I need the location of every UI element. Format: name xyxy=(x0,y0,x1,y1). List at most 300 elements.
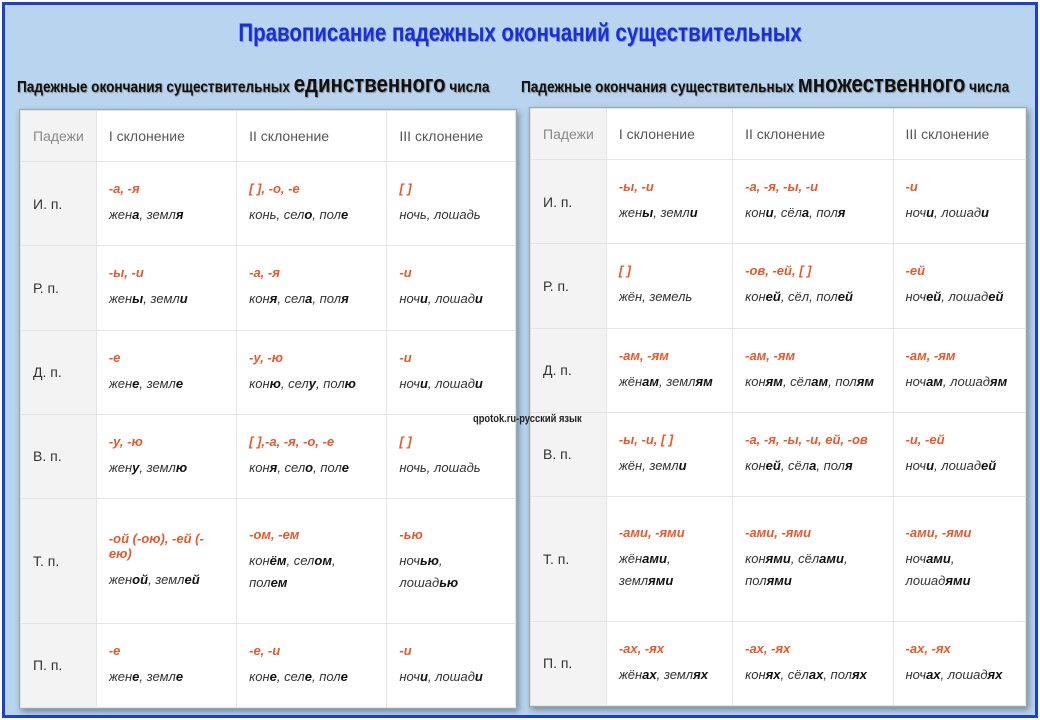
ending-text: -ами, -ями xyxy=(905,525,972,541)
word-stem: , земл xyxy=(618,551,671,589)
word-stem: ноч xyxy=(905,551,927,567)
highlighted-ending: ам xyxy=(811,373,829,389)
table-row xyxy=(21,414,516,498)
ending-cell xyxy=(893,244,1025,328)
highlighted-ending: ах xyxy=(808,666,824,682)
singular-heading xyxy=(17,71,573,99)
highlighted-ending: ями xyxy=(765,551,791,567)
word-stem: ноч xyxy=(399,291,420,307)
ending-cell xyxy=(387,330,516,414)
word-stem: ноч xyxy=(399,375,420,391)
ending-cell xyxy=(893,497,1025,622)
ending-cell xyxy=(606,497,732,622)
word-stem: , земл xyxy=(653,205,690,221)
word-stem: , сел xyxy=(277,459,306,475)
word-stem: , сел xyxy=(286,553,315,569)
word-stem: жён, земл xyxy=(618,457,679,473)
example-words xyxy=(249,550,374,594)
highlighted-ending: ей xyxy=(765,289,781,305)
header-decl-3: III склонение xyxy=(893,109,1025,160)
watermark: qpotok.ru-русский язык xyxy=(473,413,582,425)
header-decl-2: II склонение xyxy=(733,109,893,160)
ending-text: -а, -я xyxy=(249,265,280,281)
example-words xyxy=(619,202,720,224)
ending-cell xyxy=(606,621,732,705)
word-stem: кон xyxy=(745,666,766,682)
example-words xyxy=(249,373,374,395)
ending-cell xyxy=(237,246,387,330)
word-stem: , лошад xyxy=(427,375,475,391)
table-row xyxy=(531,328,1026,412)
ending-cell xyxy=(893,328,1025,412)
highlighted-ending: ам xyxy=(642,373,660,389)
example-words xyxy=(906,548,1013,592)
highlighted-ending: ах xyxy=(642,666,657,682)
ending-text: [ ],-а, -я, -о, -е xyxy=(249,433,335,449)
word-stem: жен xyxy=(108,291,133,307)
highlighted-ending: ью xyxy=(439,575,459,591)
word-stem: жен xyxy=(108,207,133,223)
word-stem: жён xyxy=(618,373,643,389)
word-stem: , земл xyxy=(656,666,694,682)
ending-text: -а, -я, -ы, -и xyxy=(745,179,819,195)
highlighted-ending: я xyxy=(837,205,846,221)
example-words xyxy=(399,550,503,594)
example-words xyxy=(619,371,720,393)
highlighted-ending: и xyxy=(981,205,989,221)
highlighted-ending: ей xyxy=(988,289,1004,305)
example-words xyxy=(109,666,224,688)
ending-text: -а, -я, -ы, -и, ей, -ов xyxy=(745,431,868,447)
word-stem: кон xyxy=(249,668,270,684)
highlighted-ending: и xyxy=(179,291,188,307)
highlighted-ending: я xyxy=(175,207,184,223)
ending-cell xyxy=(387,499,516,624)
example-words xyxy=(745,286,880,308)
ending-cell xyxy=(606,412,732,496)
word-stem: , пол xyxy=(312,207,341,223)
example-words xyxy=(399,457,503,479)
highlighted-ending: ям xyxy=(695,373,713,389)
word-stem: , сел xyxy=(277,291,306,307)
highlighted-ending: ём xyxy=(269,553,287,569)
ending-cell xyxy=(237,162,387,246)
ending-text: -ами, -ями xyxy=(745,525,812,541)
example-words xyxy=(399,204,503,226)
example-words xyxy=(619,548,720,592)
highlighted-ending: ом xyxy=(314,553,332,569)
highlighted-ending: ями xyxy=(766,573,792,589)
word-stem: , сел xyxy=(280,375,309,391)
highlighted-ending: я xyxy=(845,457,853,473)
case-label: И. п. xyxy=(21,162,97,246)
ending-text: -ой (-ою), -ей (-ею) xyxy=(108,530,204,561)
highlighted-ending: ях xyxy=(851,666,867,682)
highlighted-ending: ам xyxy=(926,373,943,389)
ending-cell xyxy=(893,160,1025,244)
plural-table xyxy=(529,107,1027,707)
highlighted-ending: о xyxy=(305,459,314,475)
word-stem: , земл xyxy=(659,373,696,389)
highlighted-ending: ям xyxy=(765,373,783,389)
highlighted-ending: и xyxy=(689,205,698,221)
highlighted-ending: ей xyxy=(981,457,997,473)
ending-cell xyxy=(96,330,236,414)
ending-cell xyxy=(733,621,893,705)
word-stem: , земл xyxy=(139,375,176,391)
word-stem: , лошад xyxy=(942,373,990,389)
ending-text: -и, -ей xyxy=(905,431,945,447)
table-header-row xyxy=(21,111,516,162)
word-stem: , пол xyxy=(313,459,342,475)
example-words xyxy=(619,286,720,308)
table-row xyxy=(531,244,1026,328)
example-words xyxy=(906,664,1013,686)
highlighted-ending: ю xyxy=(175,459,188,475)
ending-text: -а, -я xyxy=(108,181,140,197)
ending-cell xyxy=(387,414,516,498)
singular-heading-prefix: Падежные окончания существительных xyxy=(17,79,290,96)
highlighted-ending: я xyxy=(269,291,278,307)
ending-cell xyxy=(733,244,893,328)
example-words xyxy=(745,371,880,393)
ending-text: -е xyxy=(108,349,121,365)
highlighted-ending: и xyxy=(419,668,428,684)
ending-text: -ы, -и xyxy=(108,265,144,281)
singular-table xyxy=(19,109,517,709)
page-frame xyxy=(2,2,1038,718)
highlighted-ending: ью xyxy=(419,553,439,569)
example-words xyxy=(399,288,503,310)
word-stem: кон xyxy=(745,373,766,389)
ending-cell xyxy=(733,497,893,622)
highlighted-ending: ю xyxy=(269,375,281,391)
word-stem: , земл xyxy=(148,571,185,587)
case-label: Р. п. xyxy=(21,246,97,330)
word-stem: конь, сел xyxy=(249,207,305,223)
case-label: Р. п. xyxy=(531,244,607,328)
highlighted-ending: ях xyxy=(765,666,781,682)
highlighted-ending: ем xyxy=(270,575,288,591)
highlighted-ending: у xyxy=(308,375,316,391)
highlighted-ending: а xyxy=(305,291,313,307)
example-words xyxy=(109,457,224,479)
word-stem: , пол xyxy=(249,553,336,591)
word-stem: , земл xyxy=(139,207,176,223)
highlighted-ending: ах xyxy=(926,666,941,682)
highlighted-ending: и xyxy=(926,205,935,221)
highlighted-ending: ю xyxy=(344,375,356,391)
word-stem: , лошад xyxy=(905,551,955,589)
header-decl-3: III склонение xyxy=(387,111,516,162)
word-stem: ноч xyxy=(905,373,927,389)
ending-text: [ ] xyxy=(618,263,632,279)
ending-cell xyxy=(733,328,893,412)
highlighted-ending: ей xyxy=(184,571,200,587)
word-stem: , пол xyxy=(828,373,857,389)
highlighted-ending: и xyxy=(474,375,483,391)
highlighted-ending: и xyxy=(419,375,428,391)
ending-cell xyxy=(96,623,236,707)
word-stem: жён, земель xyxy=(618,289,693,305)
ending-cell xyxy=(387,623,516,707)
word-stem: кон xyxy=(249,375,270,391)
ending-cell xyxy=(237,623,387,707)
header-cases: Падежи xyxy=(531,109,607,160)
example-words xyxy=(249,666,374,688)
word-stem: ноч xyxy=(399,668,420,684)
word-stem: кон xyxy=(249,291,270,307)
highlighted-ending: е xyxy=(132,668,140,684)
word-stem: , пол xyxy=(816,457,846,473)
ending-cell xyxy=(893,621,1025,705)
word-stem: ноч xyxy=(905,666,927,682)
word-stem: кон xyxy=(745,205,766,221)
highlighted-ending: а xyxy=(132,207,140,223)
word-stem: , сел xyxy=(276,668,305,684)
example-words xyxy=(399,666,503,688)
word-stem: , лошад xyxy=(934,457,982,473)
word-stem: жен xyxy=(108,375,133,391)
example-words xyxy=(745,202,880,224)
singular-endings-table xyxy=(20,110,516,708)
example-words xyxy=(109,569,224,591)
ending-cell xyxy=(893,412,1025,496)
ending-text: -и xyxy=(399,349,412,365)
ending-text: -ам, -ям xyxy=(905,347,956,363)
example-words xyxy=(109,373,224,395)
word-stem: , лошад xyxy=(934,205,982,221)
ending-cell xyxy=(237,330,387,414)
ending-cell xyxy=(387,162,516,246)
word-stem: , сёл xyxy=(780,457,810,473)
highlighted-ending: ях xyxy=(987,666,1003,682)
highlighted-ending: ами xyxy=(819,551,844,567)
plural-heading-prefix: Падежные окончания существительных xyxy=(521,79,794,96)
highlighted-ending: и xyxy=(474,291,483,307)
ending-text: [ ], -о, -е xyxy=(249,181,300,197)
example-words xyxy=(249,204,374,226)
word-stem: кон xyxy=(745,289,766,305)
word-stem: , пол xyxy=(316,375,345,391)
plural-heading-suffix: числа xyxy=(969,79,1010,96)
case-label: П. п. xyxy=(21,623,97,707)
word-stem: , земл xyxy=(143,291,180,307)
highlighted-ending: ей xyxy=(926,289,942,305)
ending-cell xyxy=(606,244,732,328)
word-stem: , сёл xyxy=(773,205,802,221)
word-stem: , пол xyxy=(823,666,852,682)
word-stem: , сёл xyxy=(780,666,809,682)
ending-cell xyxy=(387,246,516,330)
example-words xyxy=(745,455,880,477)
word-stem: , лошад xyxy=(427,668,475,684)
word-stem: жён xyxy=(618,551,643,567)
example-words xyxy=(906,202,1013,224)
word-stem: ноч xyxy=(399,553,420,569)
ending-text: -ью xyxy=(399,527,423,543)
ending-cell xyxy=(96,246,236,330)
ending-text: -ов, -ей, [ ] xyxy=(745,263,812,279)
case-label: Т. п. xyxy=(21,499,97,624)
word-stem: , сёл xyxy=(782,373,812,389)
highlighted-ending: и xyxy=(474,668,483,684)
highlighted-ending: и xyxy=(678,457,687,473)
table-row xyxy=(531,160,1026,244)
example-words xyxy=(399,373,503,395)
ending-text: -у, -ю xyxy=(108,433,143,449)
word-stem: , лошад xyxy=(940,666,988,682)
highlighted-ending: е xyxy=(304,668,312,684)
word-stem: , сёл xyxy=(790,551,820,567)
word-stem: ноч xyxy=(905,205,927,221)
example-words xyxy=(906,286,1013,308)
highlighted-ending: и xyxy=(419,291,428,307)
example-words xyxy=(906,371,1013,393)
case-label: Т. п. xyxy=(531,497,607,622)
highlighted-ending: ей xyxy=(837,289,853,305)
highlighted-ending: ами xyxy=(642,551,667,567)
highlighted-ending: я xyxy=(269,459,278,475)
highlighted-ending: я xyxy=(341,291,349,307)
word-stem: ноч xyxy=(905,457,927,473)
highlighted-ending: е xyxy=(340,207,349,223)
word-stem: ноч xyxy=(905,289,927,305)
ending-text: -у, -ю xyxy=(249,349,283,365)
example-words xyxy=(619,455,720,477)
table-row xyxy=(21,246,516,330)
highlighted-ending: е xyxy=(340,668,348,684)
word-stem: , пол xyxy=(745,551,848,589)
case-label: В. п. xyxy=(21,414,97,498)
highlighted-ending: ей xyxy=(765,457,781,473)
ending-text: -ам, -ям xyxy=(618,347,669,363)
example-words xyxy=(249,288,374,310)
word-stem: кон xyxy=(249,459,270,475)
word-stem: жён xyxy=(618,666,643,682)
highlighted-ending: а xyxy=(809,457,817,473)
highlighted-ending: и xyxy=(926,457,935,473)
example-words xyxy=(745,548,880,592)
highlighted-ending: ами xyxy=(926,551,951,567)
example-words xyxy=(109,288,224,310)
case-label: И. п. xyxy=(531,160,607,244)
table-row xyxy=(21,162,516,246)
highlighted-ending: а xyxy=(801,205,810,221)
word-stem: ночь, лошадь xyxy=(399,207,481,223)
ending-text: -е xyxy=(108,642,121,658)
header-decl-1: I склонение xyxy=(606,109,732,160)
word-stem: , лошад xyxy=(941,289,989,305)
singular-heading-emphasis: единственного xyxy=(293,71,446,98)
ending-text: -ах, -ях xyxy=(745,640,791,656)
ending-cell xyxy=(96,499,236,624)
table-row xyxy=(21,623,516,707)
case-label: Д. п. xyxy=(21,330,97,414)
highlighted-ending: е xyxy=(132,375,140,391)
plural-endings-table xyxy=(530,108,1026,706)
ending-text: [ ] xyxy=(399,433,412,449)
word-stem: жен xyxy=(108,459,133,475)
ending-text: -ы, -и xyxy=(618,179,654,195)
ending-cell xyxy=(96,162,236,246)
highlighted-ending: е xyxy=(175,668,184,684)
ending-text: -ей xyxy=(905,263,926,279)
example-words xyxy=(906,455,1013,477)
highlighted-ending: е xyxy=(269,668,277,684)
plural-heading-emphasis: множественного xyxy=(797,71,966,98)
highlighted-ending: ями xyxy=(648,573,674,589)
word-stem: , земл xyxy=(139,668,176,684)
example-words xyxy=(249,457,374,479)
highlighted-ending: и xyxy=(765,205,774,221)
word-stem: , лошад xyxy=(427,291,475,307)
word-stem: жен xyxy=(108,668,133,684)
highlighted-ending: ях xyxy=(693,666,708,682)
case-label: Д. п. xyxy=(531,328,607,412)
ending-cell xyxy=(733,160,893,244)
ending-text: -е, -и xyxy=(249,642,281,658)
singular-heading-suffix: числа xyxy=(449,79,490,96)
ending-text: -ом, -ем xyxy=(249,527,300,543)
highlighted-ending: ями xyxy=(945,573,971,589)
word-stem: , сёл, пол xyxy=(780,289,838,305)
ending-text: -ам, -ям xyxy=(745,347,796,363)
ending-cell xyxy=(96,414,236,498)
highlighted-ending: ям xyxy=(989,373,1008,389)
word-stem: , пол xyxy=(809,205,838,221)
word-stem: кон xyxy=(745,457,766,473)
ending-text: -ах, -ях xyxy=(618,640,665,656)
ending-cell xyxy=(606,328,732,412)
word-stem: ночь, лошадь xyxy=(399,459,481,475)
example-words xyxy=(109,204,224,226)
word-stem: , пол xyxy=(311,668,341,684)
example-words xyxy=(619,664,720,686)
table-row xyxy=(21,499,516,624)
word-stem: жен xyxy=(618,205,643,221)
ending-text: -и xyxy=(905,179,918,195)
ending-text: [ ] xyxy=(399,181,412,197)
table-row xyxy=(531,412,1026,496)
table-row xyxy=(531,621,1026,705)
word-stem: кон xyxy=(249,553,270,569)
header-decl-1: I склонение xyxy=(96,111,236,162)
case-label: В. п. xyxy=(531,412,607,496)
case-label: П. п. xyxy=(531,621,607,705)
ending-text: -ами, -ями xyxy=(618,525,685,541)
ending-text: -и xyxy=(399,642,412,658)
word-stem: , лошад xyxy=(399,553,443,591)
word-stem: , пол xyxy=(312,291,342,307)
header-cases: Падежи xyxy=(21,111,97,162)
ending-cell xyxy=(733,412,893,496)
ending-cell xyxy=(237,499,387,624)
ending-text: -ах, -ях xyxy=(905,640,951,656)
ending-text: -ы, -и, [ ] xyxy=(618,431,674,447)
ending-text: -и xyxy=(399,265,412,281)
page-title: Правописание падежных окончаний существительных xyxy=(238,19,802,47)
highlighted-ending: ы xyxy=(642,205,654,221)
highlighted-ending: ы xyxy=(132,291,144,307)
highlighted-ending: о xyxy=(304,207,313,223)
table-row xyxy=(21,330,516,414)
table-header-row xyxy=(531,109,1026,160)
word-stem: , земл xyxy=(139,459,176,475)
highlighted-ending: у xyxy=(132,459,140,475)
plural-heading xyxy=(521,71,1040,99)
word-stem: жен xyxy=(108,571,133,587)
